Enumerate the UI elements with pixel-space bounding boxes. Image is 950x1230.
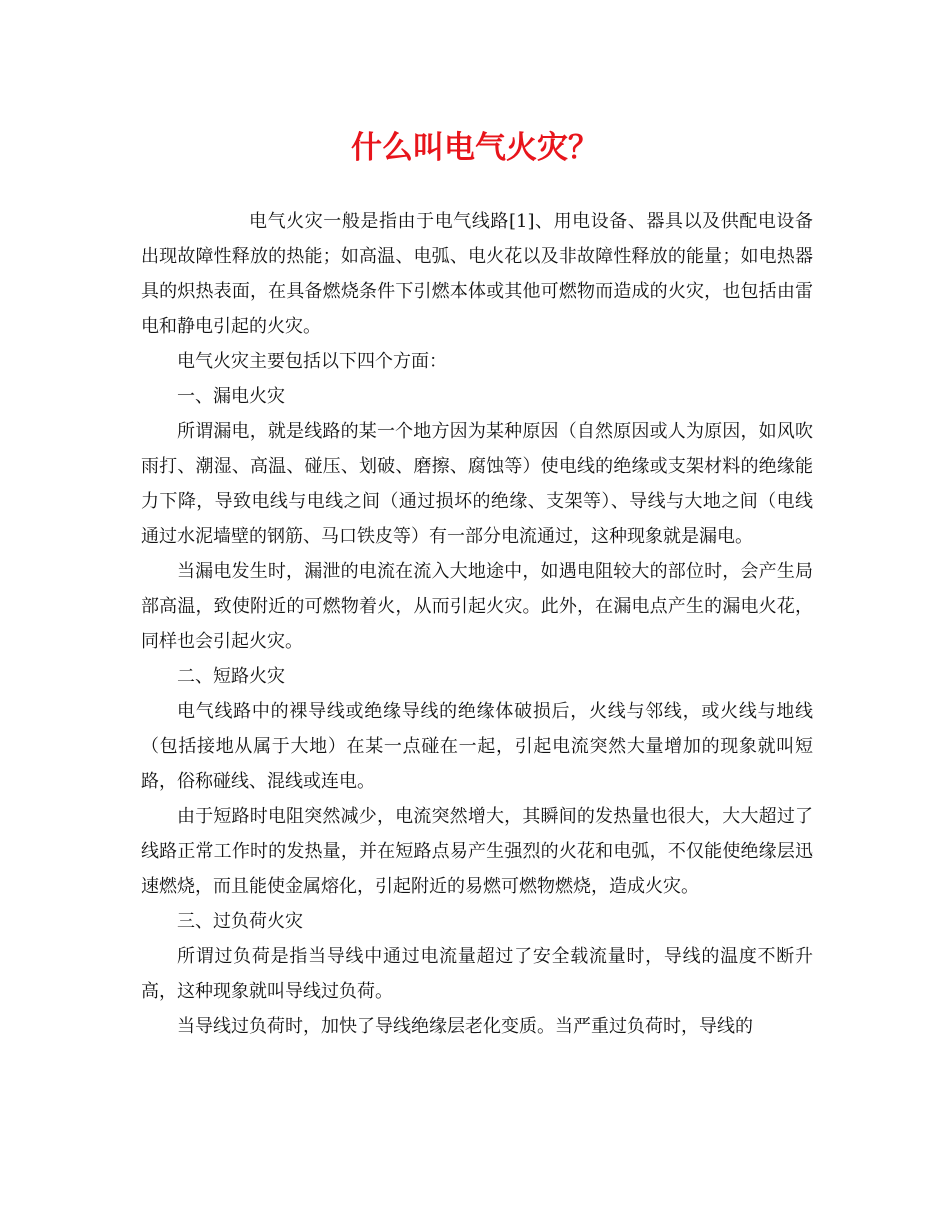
heading-overload-fire: 三、过负荷火灾 — [177, 911, 303, 932]
paragraph-overload-effect: 当导线过负荷时，加快了导线绝缘层老化变质。当严重过负荷时，导线的 — [177, 1016, 753, 1037]
heading-leakage-fire: 一、漏电火灾 — [177, 386, 285, 407]
paragraph-overload-definition: 所谓过负荷是指当导线中通过电流量超过了安全载流量时，导线的温度不断升高，这种现象就叫导线过负荷。 — [141, 946, 813, 1002]
paragraph-intro: 电气火灾主要包括以下四个方面： — [177, 351, 447, 372]
heading-short-circuit-fire: 二、短路火灾 — [177, 666, 285, 687]
document-body — [141, 204, 813, 1044]
paragraph-short-circuit-definition: 电气线路中的裸导线或绝缘导线的绝缘体破损后，火线与邻线，或火线与地线（包括接地从属于大地）在某一点碰在一起，引起电流突然大量增加的现象就叫短路，俗称碰线、混线或连电。 — [141, 701, 813, 792]
paragraph-definition: 电气火灾一般是指由于电气线路[1]、用电设备、器具以及供配电设备出现故障性释放的热能；如高温、电弧、电火花以及非故障性释放的能量；如电热器具的炽热表面，在具备燃烧条件下引燃本体或其他可燃物而造成的火灾，也包括由雷电和静电引起的火灾。 — [141, 211, 813, 337]
paragraph-leakage-effect: 当漏电发生时，漏泄的电流在流入大地途中，如遇电阻较大的部位时，会产生局部高温，致使附近的可燃物着火，从而引起火灾。此外，在漏电点产生的漏电火花，同样也会引起火灾。 — [141, 561, 813, 652]
paragraph-short-circuit-effect: 由于短路时电阻突然减少，电流突然增大，其瞬间的发热量也很大，大大超过了线路正常工作时的发热量，并在短路点易产生强烈的火花和电弧，不仅能使绝缘层迅速燃烧，而且能使金属熔化，引起附近的易燃可燃物燃烧，造成火灾。 — [141, 806, 813, 897]
paragraph-leakage-definition: 所谓漏电，就是线路的某一个地方因为某种原因（自然原因或人为原因，如风吹雨打、潮湿、高温、碰压、划破、磨擦、腐蚀等）使电线的绝缘或支架材料的绝缘能力下降，导致电线与电线之间（通过损坏的绝缘、支架等）、导线与大地之间（电线通过水泥墙壁的钢筋、马口铁皮等）有一部分电流通过，这种现象就是漏电。 — [141, 421, 813, 547]
page-title: 什么叫电气火灾？ — [351, 130, 599, 166]
